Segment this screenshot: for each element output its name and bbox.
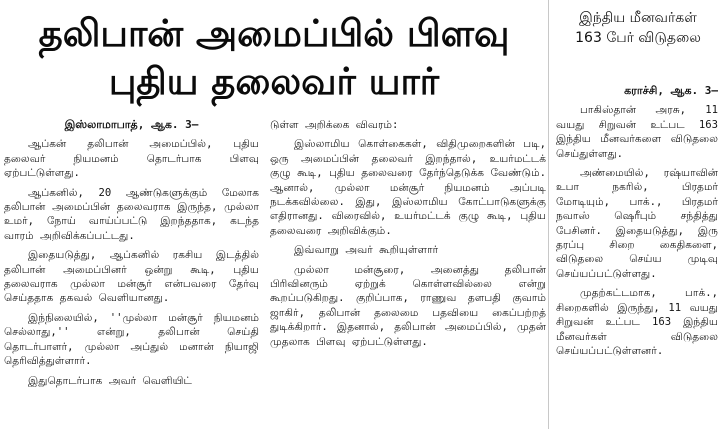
paragraph: முதற்கட்டமாக, பாக்., சிறைகளில் இருந்து, 11 வயது சிறுவன் உட்பட 163 இந்திய மீனவர்கள் விடுதலை செய்யப்பட்டுள்ளனர். <box>556 287 718 357</box>
side-headline <box>556 8 720 48</box>
column-divider <box>548 0 549 429</box>
main-dateline: இஸ்லாமாபாத், ஆக. 3– <box>64 118 199 131</box>
paragraph: இதையடுத்து, ஆப்கனில் ரகசிய இடத்தில் தலிபான் அமைப்பினர் ஒன்று கூடி, புதிய தலைவராக முல்லா மன்சூர் என்பவரை தேர்வு செய்ததாக தகவல் வெளியானது. <box>4 249 259 305</box>
side-headline-line-1: இந்திய மீனவர்கள் <box>579 10 697 26</box>
side-dateline: கராச்சி, ஆக. 3– <box>624 84 718 97</box>
paragraph: முல்லா மன்சூரை, அனைத்து தலிபான் பிரிவினரும் ஏற்றுக் கொள்ளவில்லை என்று கூறப்படுகிறது. குறிப்பாக, ராணுவ தளபதி குவாம் ஜாகிர், தலிபான் தலைமை பதவியை கைப்பற்றத் துடிக்கிறார். இதனால், தலிபான் அமைப்பில், முதன் முதலாக பிளவு ஏற்பட்டுள்ளது. <box>270 263 546 348</box>
paragraph: இதுதொடர்பாக அவர் வெளியிட் <box>28 374 192 387</box>
paragraph: டுள்ள அறிக்கை விவரம்: <box>270 119 399 131</box>
main-article-column-middle <box>270 118 546 354</box>
side-headline-line-2: 163 பேர் விடுதலை <box>575 30 701 46</box>
paragraph: இந்நிலையில், ''முல்லா மன்சூர் நியமனம் செல்லாது,'' என்று, தலிபான் செய்தி தொடர்பாளர், முல்லா அப்துல் மனான் நியாஜி தெரிவித்துள்ளார். <box>4 311 259 368</box>
paragraph: ஆப்கனில், 20 ஆண்டுகளுக்கும் மேலாக தலிபான் அமைப்பின் தலைவராக இருந்த, முல்லா உமர், நோய் வாய்ப்பட்டு இறந்ததாக, கடந்த வாரம் அறிவிக்கப்பட்டது. <box>4 186 259 242</box>
paragraph: இவ்வாறு அவர் கூறியுள்ளார் <box>294 244 439 257</box>
paragraph: ஆப்கன் தலிபான் அமைப்பில், புதிய தலைவர் நியமனம் தொடர்பாக பிளவு ஏற்பட்டுள்ளது. <box>4 138 259 180</box>
main-article-column-left <box>4 118 259 393</box>
main-headline <box>0 0 548 106</box>
paragraph: பாகிஸ்தான் அரசு, 11 வயது சிறுவன் உட்பட 163 இந்திய மீனவர்களை விடுதலை செய்துள்ளது. <box>556 104 718 160</box>
side-article-column <box>556 84 718 363</box>
paragraph: அண்மையில், ரஷ்யாவின் உபா நகரில், பிரதமர் மோடியும், பாக்., பிரதமர் நவாஸ் ஷெரீபும் சந்தித்து பேசினர். இதையடுத்து, இரு தரப்பு சிறை கைதிகளை, விடுதலை செய்ய முடிவு செய்யப்பட்டுள்ளது. <box>556 167 718 280</box>
paragraph: இஸ்லாமிய கொள்கைகள், விதிமுறைகளின் படி, ஒரு அமைப்பின் தலைவர் இறந்தால், உயர்மட்டக் குழு கூடி, புதிய தலைவரை தேர்ந்தெடுக்க வேண்டும். ஆனால், முல்லா மன்சூர் நியமனம் அப்படி நடக்கவில்லை. இது, இஸ்லாமிய கோட்பாடுகளுக்கு எதிரானது. விரைவில், உயர்மட்டக் குழு கூடி, புதிய தலைவரை அறிவிக்கும். <box>270 138 546 237</box>
headline-line-1: தலிபான் அமைப்பில் பிளவு <box>38 12 510 55</box>
headline-line-2: புதிய தலைவர் யார் <box>108 60 440 103</box>
